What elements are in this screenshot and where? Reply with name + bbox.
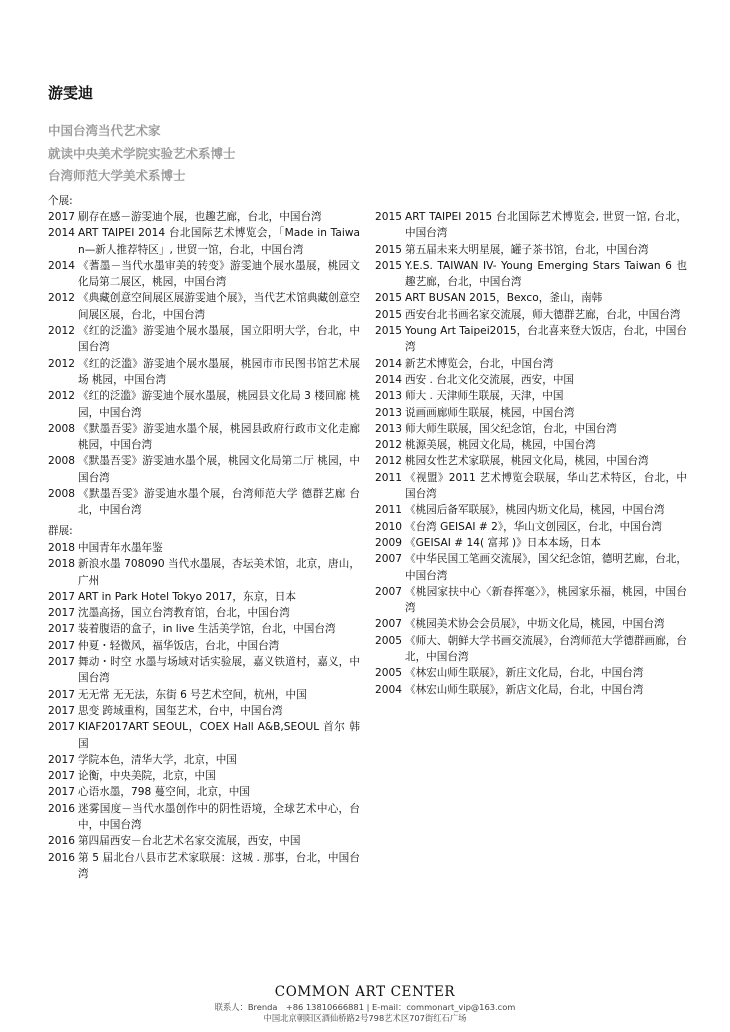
exhibition-year: 2007 [375, 585, 402, 598]
intro-line: 台湾师范大学美术系博士 [48, 168, 186, 183]
exhibition-description: 《林宏山师生联展》，新庄文化局，台北，中国台湾 [405, 667, 644, 680]
exhibition-entry [48, 556, 360, 589]
exhibition-description: 迷雾国度－当代水墨创作中的阴性语境，全球艺术中心，台中，中国台湾 [78, 802, 360, 832]
exhibition-entry [48, 687, 360, 703]
exhibition-year: 2010 [375, 520, 402, 533]
exhibition-entry [48, 850, 360, 883]
exhibition-entry [48, 290, 360, 323]
exhibition-description: ART TAIPEI 2015 台北国际艺术博览会, 世贸一馆, 台北，中国台湾 [405, 211, 687, 240]
exhibition-year: 2014 [375, 357, 402, 370]
exhibition-year: 2004 [375, 683, 402, 696]
exhibition-year: 2015 [375, 308, 402, 321]
exhibition-year: 2017 [48, 753, 75, 766]
exhibition-description: 仲夏・轻微风，福华饭店，台北，中国台湾 [78, 639, 280, 652]
exhibition-description: 《师大、朝鲜大学书画交流展》，台湾师范大学德群画廊，台北，中国台湾 [405, 634, 687, 664]
exhibition-description: 师大 . 天津师生联展，天津，中国 [405, 390, 564, 403]
exhibition-description: 《中华民国工笔画交流展》，国父纪念馆，德明艺廊，台北，中国台湾 [405, 553, 687, 582]
exhibition-entry [375, 242, 687, 258]
exhibition-entry [48, 621, 360, 637]
exhibition-description: 第 5 届北台八县市艺术家联展：这城 . 那事，台北，中国台湾 [78, 851, 360, 880]
exhibition-description: 师大师生联展，国父纪念馆，台北，中国台湾 [405, 422, 617, 435]
exhibition-entry [375, 535, 687, 551]
exhibition-year: 2014 [48, 227, 75, 240]
exhibition-entry [48, 209, 360, 225]
exhibition-entry [48, 719, 360, 752]
gallery-address: 中国北京朝阳区酒仙桥路2号798艺术区707街红石广场 [263, 1013, 467, 1023]
exhibition-description: 《桃园后备军联展》，桃园内坜文化局，桃园，中国台湾 [405, 504, 665, 517]
solo-exhibitions-list [48, 209, 360, 519]
exhibition-description: 学院本色，清华大学，北京，中国 [78, 753, 237, 766]
exhibition-year: 2017 [48, 770, 75, 783]
gallery-brand: COMMON ART CENTER [274, 984, 456, 1000]
exhibition-year: 2017 [48, 786, 75, 799]
exhibition-description: ART TAIPEI 2014 台北国际艺术博览会，「Made in Taiwan—新人推荐特区」, 世贸一馆，台北，中国台湾 [78, 227, 360, 256]
exhibition-entry [48, 356, 360, 389]
exhibition-entry [375, 437, 687, 453]
exhibition-entry [48, 784, 360, 800]
exhibition-entry [375, 323, 687, 356]
exhibition-description: 桃园女性艺术家联展，桃园文化局，桃园，中国台湾 [405, 455, 649, 468]
exhibition-entry [48, 703, 360, 719]
exhibition-entry [375, 616, 687, 632]
exhibition-entry [375, 258, 687, 291]
exhibition-description: 心语水墨，798 蔓空间，北京，中国 [78, 786, 250, 799]
exhibition-description: 《视盟》2011 艺术博览会联展，华山艺术特区，台北，中国台湾 [405, 471, 687, 501]
exhibition-year: 2008 [48, 422, 75, 435]
exhibition-year: 2011 [375, 504, 402, 517]
exhibition-year: 2018 [48, 558, 75, 571]
exhibition-year: 2017 [48, 623, 75, 636]
exhibition-year: 2007 [375, 553, 402, 566]
exhibition-entry [48, 421, 360, 454]
exhibition-year: 2015 [375, 292, 402, 305]
exhibition-year: 2017 [48, 721, 75, 734]
exhibition-entry [375, 356, 687, 372]
exhibition-description: KIAF2017ART SEOUL，COEX Hall A&B,SEOUL 首尔 韩国 [78, 721, 360, 750]
exhibition-description: Y.E.S. TAIWAN IV- Young Emerging Stars Taiwan 6 也趣艺廊，台北，中国台湾 [405, 259, 687, 289]
exhibition-entry [375, 633, 687, 666]
exhibition-year: 2009 [375, 536, 402, 549]
exhibition-year: 2014 [48, 259, 75, 272]
exhibition-description: 第五届未来大明星展，罐子茶书馆，台北，中国台湾 [405, 243, 649, 256]
exhibition-year: 2017 [48, 656, 75, 669]
exhibition-year: 2015 [375, 211, 402, 223]
exhibition-description: 思变 跨域重构，国玺艺术，台中，中国台湾 [78, 704, 283, 717]
exhibition-entry [48, 540, 360, 556]
exhibition-year: 2012 [375, 439, 402, 452]
exhibition-description: 无无常 无无法，东街 6 号艺术空间，杭州，中国 [78, 688, 307, 701]
exhibition-year: 2015 [375, 259, 402, 272]
exhibition-year: 2015 [375, 325, 402, 338]
exhibition-year: 2013 [375, 406, 402, 419]
exhibition-year: 2014 [375, 373, 402, 386]
group-exhibitions-list [48, 540, 360, 882]
exhibition-entry [375, 682, 687, 698]
exhibition-entry [48, 752, 360, 768]
exhibition-entry [375, 502, 687, 518]
exhibition-year: 2013 [375, 390, 402, 403]
exhibition-description: Young Art Taipei2015，台北喜来登大饭店，台北，中国台湾 [405, 325, 687, 354]
exhibition-entry [375, 307, 687, 323]
exhibition-entry [48, 605, 360, 621]
exhibition-year: 2012 [48, 325, 75, 338]
exhibition-description: 西安台北书画名家交流展，师大德群艺廊，台北，中国台湾 [405, 308, 681, 321]
exhibition-description: 《林宏山师生联展》，新店文化局，台北，中国台湾 [405, 683, 644, 696]
intro-line: 就读中央美术学院实验艺术系博士 [48, 145, 236, 161]
exhibition-year: 2013 [375, 422, 402, 435]
group-exhibitions-label: 群展: [48, 525, 73, 537]
exhibition-year: 2005 [375, 634, 402, 647]
exhibition-entry [375, 209, 687, 242]
exhibition-year: 2012 [48, 390, 75, 403]
exhibition-description: 论衡，中央美院，北京，中国 [78, 770, 216, 783]
exhibition-description: 刷存在感－游雯迪个展，也趣艺廊，台北，中国台湾 [78, 211, 322, 223]
exhibition-year: 2008 [48, 488, 75, 501]
exhibition-year: 2017 [48, 639, 75, 652]
exhibition-entry [48, 225, 360, 258]
exhibition-entry [48, 323, 360, 356]
exhibition-entry [375, 519, 687, 535]
exhibition-description: 沈墨高扬，国立台湾教育馆，台北，中国台湾 [78, 607, 290, 620]
exhibition-year: 2017 [48, 607, 75, 620]
exhibition-entry [375, 551, 687, 584]
exhibition-entry [48, 258, 360, 291]
exhibition-entry [48, 833, 360, 849]
exhibition-description: 《桃园美术协会会员展》，中坜文化局，桃园，中国台湾 [405, 618, 665, 631]
exhibition-year: 2007 [375, 618, 402, 631]
exhibition-entry [375, 665, 687, 681]
exhibition-year: 2011 [375, 471, 402, 484]
exhibition-description: ART in Park Hotel Tokyo 2017，东京，日本 [78, 590, 296, 603]
exhibition-description: 《默墨吾雯》游雯迪水墨个展，桃园文化局第二厅 桃园，中国台湾 [78, 455, 360, 484]
exhibition-year: 2012 [48, 292, 75, 305]
exhibition-entry [375, 388, 687, 404]
exhibition-description: 《典藏创意空间展区展游雯迪个展》，当代艺术馆典藏创意空间展区展，台北，中国台湾 [78, 292, 360, 321]
exhibition-year: 2005 [375, 667, 402, 680]
exhibition-entry [48, 801, 360, 834]
exhibition-description: 《台湾 GEISAI # 2》，华山文创园区，台北，中国台湾 [405, 520, 663, 533]
exhibitions-list-continued [375, 209, 687, 698]
exhibition-entry [375, 584, 687, 617]
exhibition-entry [48, 589, 360, 605]
artist-name: 游雯迪 [48, 84, 94, 102]
exhibition-year: 2016 [48, 835, 75, 848]
exhibition-entry [48, 768, 360, 784]
exhibition-year: 2008 [48, 455, 75, 468]
exhibition-description: 西安 . 台北文化交流展，西安，中国 [405, 373, 575, 386]
exhibition-entry [48, 453, 360, 486]
exhibition-description: 《默墨吾雯》游雯迪水墨个展，台湾师范大学 德群艺廊 台北，中国台湾 [78, 488, 360, 517]
exhibition-entry [375, 405, 687, 421]
exhibition-description: 新浪水墨 708090 当代水墨展，杏坛美术馆，北京，唐山，广州 [78, 558, 360, 587]
artist-intro [48, 120, 236, 188]
exhibition-entry [48, 638, 360, 654]
exhibition-description: 《红的泛滥》游雯迪个展水墨展，桃园县文化局 3 楼回廊 桃园，中国台湾 [78, 390, 360, 419]
exhibition-description: 舞动・时空 水墨与场域对话实验展，嘉义铁道村，嘉义，中国台湾 [78, 656, 360, 685]
exhibition-year: 2017 [48, 688, 75, 701]
exhibition-description: 《GEISAI # 14( 富邦 )》日本本场，日本 [405, 536, 601, 549]
exhibition-entry [375, 453, 687, 469]
solo-exhibitions-label: 个展: [48, 195, 73, 207]
exhibition-description: 《蓍墨－当代水墨审美的转变》游雯迪个展水墨展，桃园文化局第二展区，桃园，中国台湾 [78, 259, 360, 289]
exhibition-entry [375, 421, 687, 437]
exhibition-description: 新艺术博览会，台北，中国台湾 [405, 357, 554, 370]
exhibition-entry [375, 290, 687, 306]
exhibition-year: 2016 [48, 851, 75, 864]
exhibition-entry [48, 654, 360, 687]
exhibition-description: 《红的泛滥》游雯迪个展水墨展，桃园市市民图书馆艺术展场 桃园，中国台湾 [78, 357, 360, 386]
exhibition-year: 2017 [48, 590, 75, 603]
exhibition-year: 2017 [48, 704, 75, 717]
exhibition-description: 第四届西安－台北艺术名家交流展，西安，中国 [78, 835, 301, 848]
exhibition-year: 2012 [48, 357, 75, 370]
exhibition-description: 《红的泛滥》游雯迪个展水墨展，国立阳明大学，台北，中国台湾 [78, 325, 360, 354]
exhibition-entry [375, 470, 687, 503]
exhibition-description: ART BUSAN 2015，Bexco，釜山，南韩 [405, 292, 603, 305]
exhibition-description: 装着腹语的盒子，in live 生活美学馆，台北，中国台湾 [78, 623, 336, 636]
exhibition-year: 2018 [48, 542, 75, 554]
gallery-contact: 联系人：Brenda +86 13810666881 | E-mail：commonart_vip@163.com [214, 1002, 516, 1012]
intro-line: 中国台湾当代艺术家 [48, 123, 161, 138]
exhibition-description: 说画画廊师生联展，桃园，中国台湾 [405, 406, 575, 419]
exhibition-description: 桃源美展，桃园文化局，桃园，中国台湾 [405, 439, 596, 452]
exhibition-entry [375, 372, 687, 388]
exhibition-year: 2017 [48, 211, 75, 223]
exhibition-year: 2016 [48, 802, 75, 815]
exhibition-year: 2012 [375, 455, 402, 468]
exhibition-entry [48, 388, 360, 421]
exhibition-description: 《桃园家扶中心〈新春挥毫〉》，桃园家乐福，桃园，中国台湾 [405, 585, 687, 615]
exhibition-description: 《默墨吾雯》游雯迪水墨个展，桃园县政府行政市文化走廊 桃园，中国台湾 [78, 422, 360, 452]
exhibition-description: 中国青年水墨年鉴 [78, 542, 163, 554]
exhibition-year: 2015 [375, 243, 402, 256]
exhibition-entry [48, 486, 360, 519]
